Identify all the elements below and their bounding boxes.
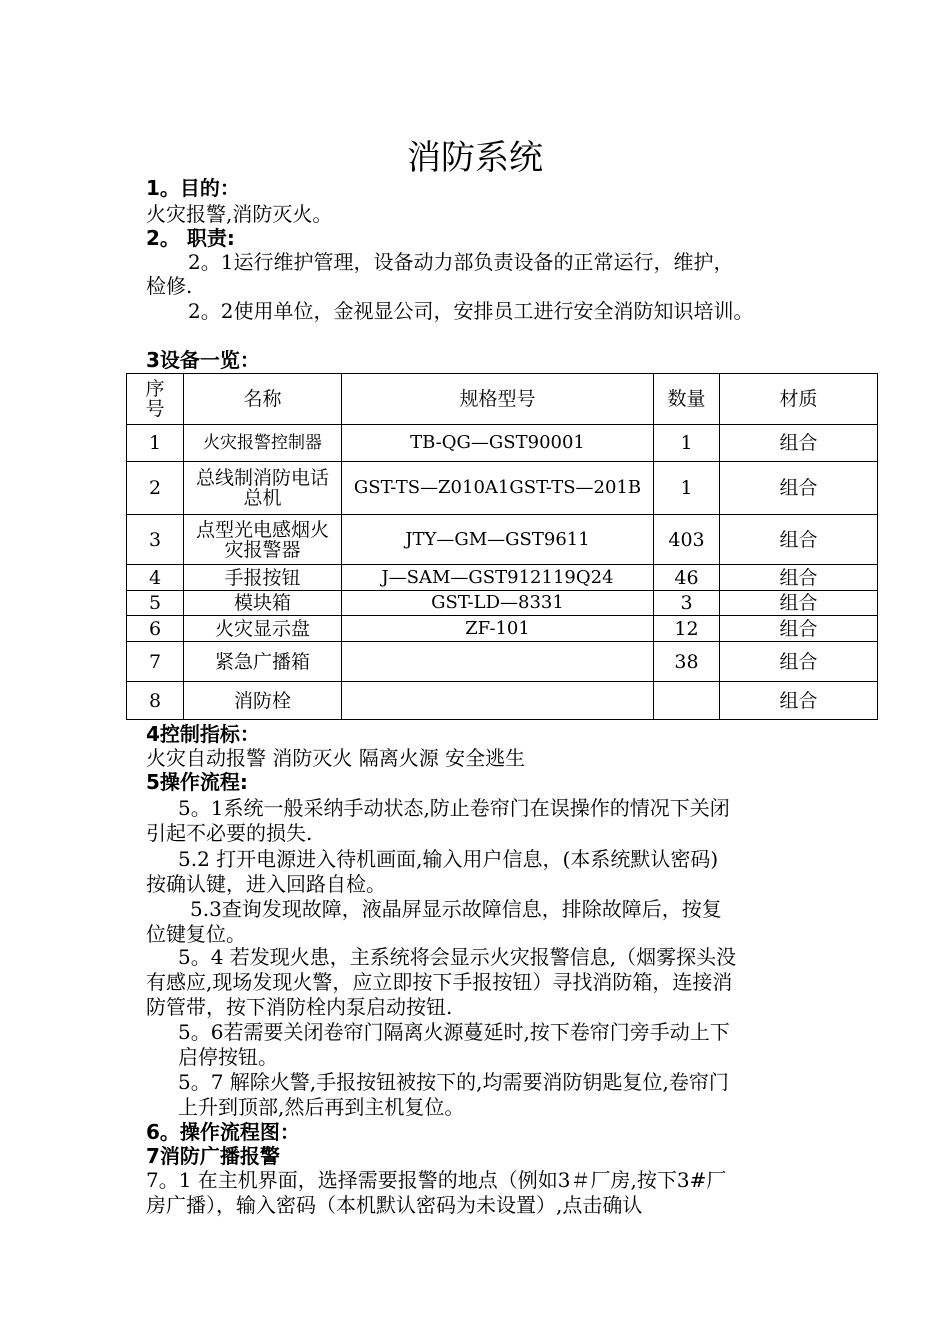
equipment-table	[126, 373, 878, 720]
cell-material: 组合	[720, 462, 878, 515]
cell-spec: J—SAM—GST912119Q24	[342, 565, 654, 591]
cell-quantity	[654, 682, 720, 720]
cell-quantity: 46	[654, 565, 720, 591]
table-row	[127, 462, 878, 515]
cell-material: 组合	[720, 515, 878, 565]
section-3-heading: 3设备一览：	[146, 348, 260, 372]
cell-name: 点型光电感烟火灾报警器	[184, 515, 342, 565]
section-4-heading: 4控制指标：	[146, 722, 260, 746]
header-cell-index: 序号	[127, 374, 184, 425]
section-5-heading: 5操作流程:	[146, 770, 248, 794]
header-cell-quantity: 数量	[654, 374, 720, 425]
table-row	[127, 591, 878, 616]
table-row	[127, 425, 878, 462]
cell-index: 3	[127, 515, 184, 565]
section-6-heading: 6。操作流程图：	[146, 1120, 300, 1144]
header-cell-name: 名称	[184, 374, 342, 425]
cell-index: 4	[127, 565, 184, 591]
cell-spec: TB-QG—GST90001	[342, 425, 654, 462]
cell-spec	[342, 682, 654, 720]
section-4-text: 火灾自动报警 消防灭火 隔离火源 安全逃生	[146, 746, 526, 770]
cell-spec: GST-LD—8331	[342, 591, 654, 616]
step-5-6-line-1: 5。6若需要关闭卷帘门隔离火源蔓延时,按下卷帘门旁手动上下	[178, 1020, 730, 1044]
step-5-2-line-1: 5.2 打开电源进入待机画面,输入用户信息，(本系统默认密码)	[178, 847, 719, 871]
step-7-1-line-2: 房广播），输入密码（本机默认密码为未设置）,点击确认	[146, 1193, 643, 1217]
page-title: 消防系统	[407, 138, 543, 178]
cell-spec: ZF-101	[342, 616, 654, 642]
step-5-3-line-1: 5.3查询发现故障，液晶屏显示故障信息，排除故障后，按复	[190, 897, 722, 921]
cell-quantity: 12	[654, 616, 720, 642]
cell-name: 总线制消防电话总机	[184, 462, 342, 515]
header-cell-material: 材质	[720, 374, 878, 425]
step-7-1-line-1: 7。1 在主机界面，选择需要报警的地点（例如3＃厂房,按下3#厂	[146, 1168, 727, 1192]
cell-name: 模块箱	[184, 591, 342, 616]
cell-name: 手报按钮	[184, 565, 342, 591]
cell-index: 6	[127, 616, 184, 642]
step-5-7-line-1: 5。7 解除火警,手报按钮被按下的,均需要消防钥匙复位,卷帘门	[178, 1070, 729, 1094]
cell-spec: GST-TS—Z010A1GST-TS—201B	[342, 462, 654, 515]
section-2-1-line-1: 2。1运行维护管理，设备动力部负责设备的正常运行，维护，	[188, 250, 734, 274]
cell-material: 组合	[720, 591, 878, 616]
cell-spec	[342, 642, 654, 682]
section-2-heading: 2。 职责:	[146, 226, 235, 250]
table-row	[127, 515, 878, 565]
cell-index: 5	[127, 591, 184, 616]
cell-name: 紧急广播箱	[184, 642, 342, 682]
cell-index: 7	[127, 642, 184, 682]
cell-index: 1	[127, 425, 184, 462]
section-2-1-line-2: 检修.	[146, 274, 193, 298]
section-1-heading: 1。目的：	[146, 176, 240, 200]
cell-material: 组合	[720, 642, 878, 682]
table-header-row	[127, 374, 878, 425]
step-5-4-line-3: 防管带，按下消防栓内泵启动按钮.	[146, 995, 453, 1019]
step-5-2-line-2: 按确认键，进入回路自检。	[146, 872, 386, 896]
cell-quantity: 1	[654, 425, 720, 462]
cell-spec: JTY—GM—GST9611	[342, 515, 654, 565]
step-5-4-line-2: 有感应,现场发现火警，应立即按下手报按钮）寻找消防箱，连接消	[146, 970, 733, 994]
section-1-text: 火灾报警,消防灭火。	[146, 202, 333, 226]
cell-quantity: 403	[654, 515, 720, 565]
table-row	[127, 682, 878, 720]
section-2-2-text: 2。2使用单位，金视显公司，安排员工进行安全消防知识培训。	[188, 299, 754, 323]
table-row	[127, 616, 878, 642]
cell-name: 消防栓	[184, 682, 342, 720]
cell-material: 组合	[720, 425, 878, 462]
table-row	[127, 642, 878, 682]
cell-material: 组合	[720, 616, 878, 642]
step-5-1-line-2: 引起不必要的损失.	[146, 821, 313, 845]
section-7-heading: 7消防广播报警	[146, 1144, 280, 1168]
cell-quantity: 1	[654, 462, 720, 515]
cell-name: 火灾报警控制器	[184, 425, 342, 462]
table-row	[127, 565, 878, 591]
cell-index: 2	[127, 462, 184, 515]
header-cell-spec: 规格型号	[342, 374, 654, 425]
step-5-3-line-2: 位键复位。	[146, 922, 246, 946]
step-5-6-line-2: 启停按钮。	[178, 1045, 278, 1069]
cell-quantity: 3	[654, 591, 720, 616]
cell-index: 8	[127, 682, 184, 720]
cell-name: 火灾显示盘	[184, 616, 342, 642]
step-5-1-line-1: 5。1系统一般采纳手动状态,防止卷帘门在误操作的情况下关闭	[178, 796, 730, 820]
cell-material: 组合	[720, 565, 878, 591]
cell-quantity: 38	[654, 642, 720, 682]
cell-material: 组合	[720, 682, 878, 720]
step-5-7-line-2: 上升到顶部,然后再到主机复位。	[178, 1095, 465, 1119]
step-5-4-line-1: 5。4 若发现火患，主系统将会显示火灾报警信息,（烟雾探头没	[178, 945, 737, 969]
